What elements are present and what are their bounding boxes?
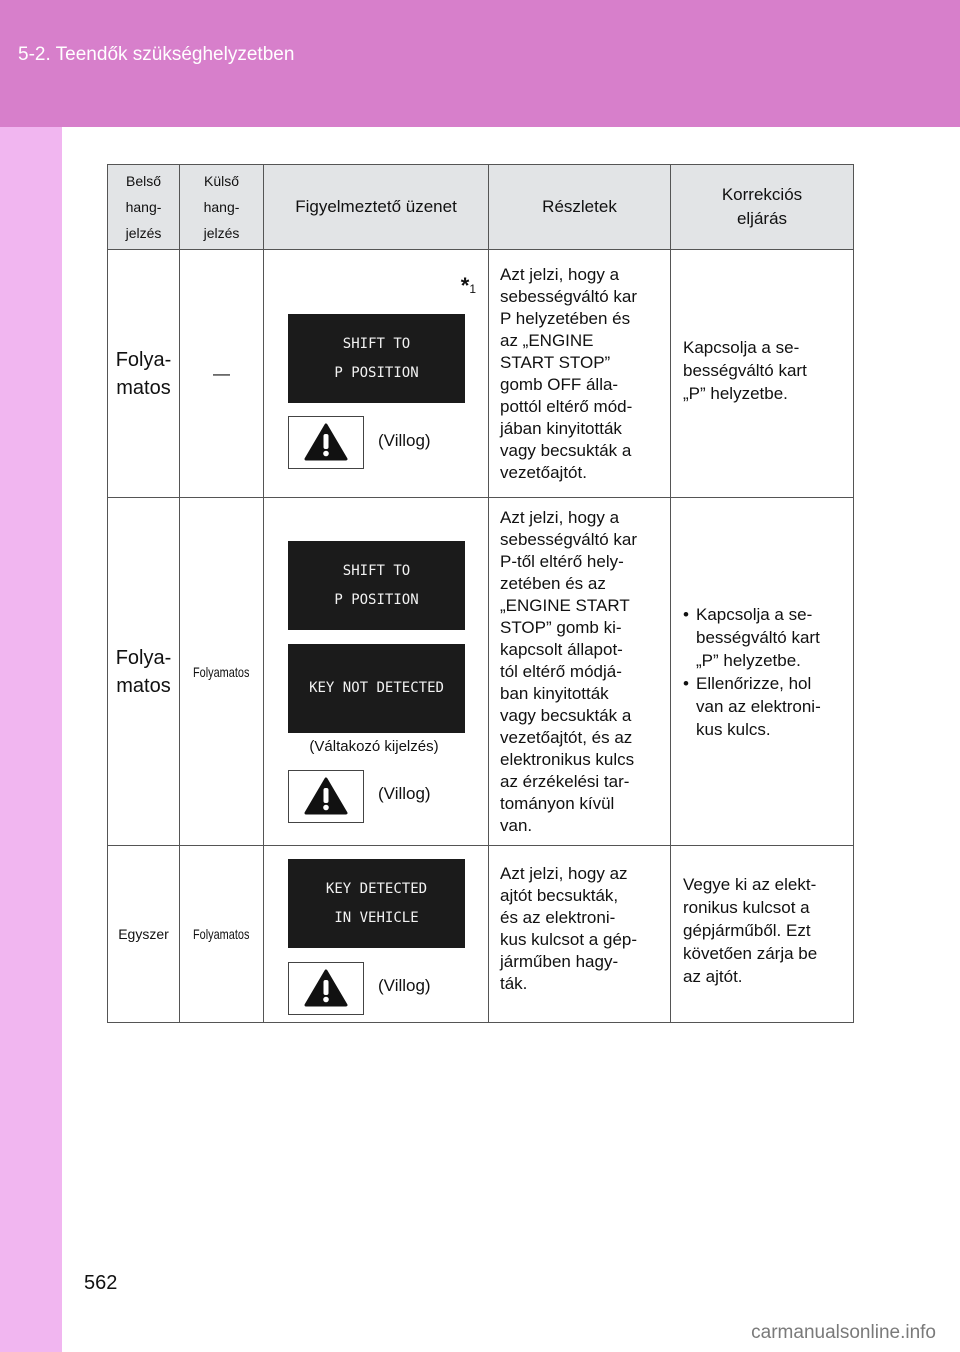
page-number: 562 <box>84 1272 118 1294</box>
warning-triangle-icon <box>288 416 364 469</box>
warning-message-cell <box>264 250 489 498</box>
footnote-marker: *1 <box>460 273 476 298</box>
list-item: • Ellenőrizze, hol van az elektroni- kus kulcs. <box>683 672 843 741</box>
section-title: 5-2. Teendők szükséghelyzetben <box>18 44 295 65</box>
header-correction: Korrekciós eljárás <box>671 165 854 250</box>
header-warning-message: Figyelmeztető üzenet <box>264 165 489 250</box>
header-inner-buzzer: Belső hang- jelzés <box>108 165 180 250</box>
display-shift-to-p: SHIFT TO P POSITION <box>288 541 465 630</box>
details-cell: Azt jelzi, hogy a sebességváltó kar P helyzetében és az „ENGINE START STOP” gomb OFF álla- pottól eltérő mód- jában kinyitották vagy becsukták a vezetőajtót. <box>489 250 671 498</box>
alternating-label: (Váltakozó kijelzés) <box>309 738 439 755</box>
list-item: • Kapcsolja a se- bességváltó kart „P” helyzetbe. <box>683 603 843 672</box>
side-band <box>0 127 62 1352</box>
warning-triangle-icon <box>288 770 364 823</box>
table-row <box>108 846 854 1023</box>
outer-buzzer-cell: Folyamatos <box>180 498 264 846</box>
table-row <box>108 498 854 846</box>
correction-cell: Vegye ki az elekt- ronikus kulcsot a gépjárműből. Ezt követően zárja be az ajtót. <box>671 846 854 1023</box>
details-cell: Azt jelzi, hogy az ajtót becsukták, és az elektroni- kus kulcsot a gép- járműben hagy- ták. <box>489 846 671 1023</box>
display-shift-to-p: SHIFT TO P POSITION <box>288 314 465 403</box>
table-header-row <box>108 165 854 250</box>
display-key-not-detected: KEY NOT DETECTED <box>288 644 465 733</box>
warning-triangle-icon <box>288 962 364 1015</box>
inner-buzzer-cell: Folya- matos <box>108 250 180 498</box>
outer-buzzer-cell: — <box>180 250 264 498</box>
blink-label: (Villog) <box>378 976 431 995</box>
correction-cell <box>671 498 854 846</box>
correction-cell: Kapcsolja a se- bességváltó kart „P” helyzetbe. <box>671 250 854 498</box>
watermark: carmanualsonline.info <box>751 1322 936 1343</box>
table-row <box>108 250 854 498</box>
inner-buzzer-cell: Folya- matos <box>108 498 180 846</box>
warning-message-cell <box>264 498 489 846</box>
header-details: Részletek <box>489 165 671 250</box>
warning-table <box>107 164 854 1023</box>
correction-list <box>683 603 843 741</box>
blink-label: (Villog) <box>378 431 431 450</box>
display-key-detected: KEY DETECTED IN VEHICLE <box>288 859 465 948</box>
warning-message-cell <box>264 846 489 1023</box>
details-cell: Azt jelzi, hogy a sebességváltó kar P-től eltérő hely- zetében és az „ENGINE START STOP” gomb ki- kapcsolt állapot- tól eltérő módjá- ban kinyitották vagy becsukták a vezetőajtót, és az elektronikus kulcs az érzékelési tar- tományon kívül van. <box>489 498 671 846</box>
blink-label: (Villog) <box>378 784 431 803</box>
outer-buzzer-cell: Folyamatos <box>180 846 264 1023</box>
inner-buzzer-cell: Egyszer <box>108 846 180 1023</box>
header-outer-buzzer: Külső hang- jelzés <box>180 165 264 250</box>
